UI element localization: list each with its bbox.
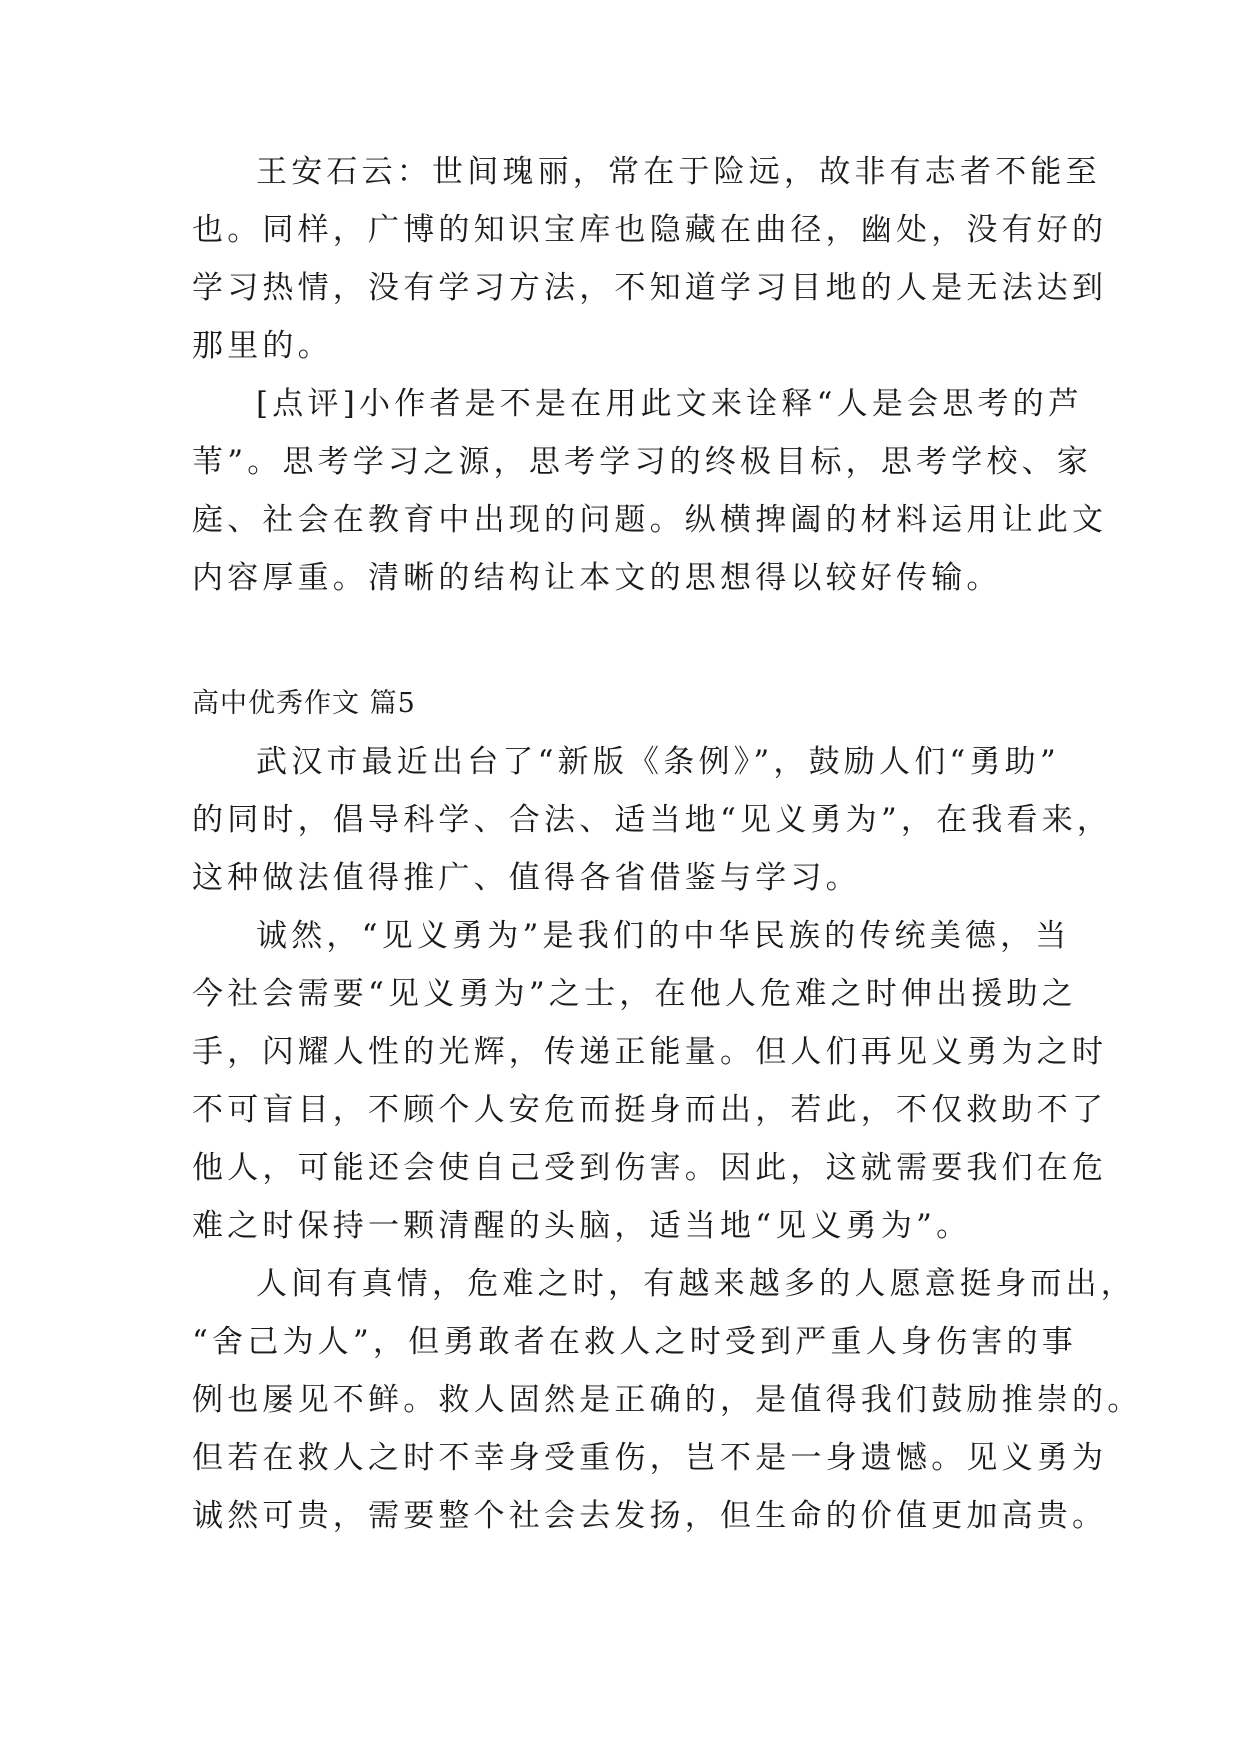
paragraph-line: 不可盲目，不顾个人安危而挺身而出，若此，不仅救助不了 (192, 1092, 1108, 1128)
paragraph-line: 难之时保持一颗清醒的头脑，适当地“见义勇为”。 (192, 1208, 972, 1244)
paragraph-line: 学习热情，没有学习方法，不知道学习目地的人是无法达到 (192, 270, 1108, 306)
paragraph-line: 王安石云：世间瑰丽，常在于险远，故非有志者不能至 (256, 154, 1101, 190)
paragraph-line: 他人，可能还会使自己受到伤害。因此，这就需要我们在危 (192, 1150, 1108, 1186)
paragraph-line: 也。同样，广博的知识宝库也隐藏在曲径，幽处，没有好的 (192, 212, 1108, 248)
paragraph-line: 但若在救人之时不幸身受重伤，岂不是一身遗憾。见义勇为 (192, 1440, 1108, 1476)
paragraph-line: 那里的。 (192, 328, 333, 364)
paragraph-line: 诚然可贵，需要整个社会去发扬，但生命的价值更加高贵。 (192, 1498, 1108, 1534)
review-line: 庭、社会在教育中出现的问题。纵横捭阖的材料运用让此文 (192, 502, 1108, 538)
paragraph-line: 今社会需要“见义勇为”之士，在他人危难之时伸出援助之 (192, 976, 1077, 1012)
paragraph-line: 这种做法值得推广、值得各省借鉴与学习。 (192, 860, 861, 896)
section-heading: 高中优秀作文 篇5 (192, 688, 416, 719)
paragraph-line: 诚然，“见义勇为”是我们的中华民族的传统美德，当 (256, 918, 1071, 954)
paragraph-line: 人间有真情，危难之时，有越来越多的人愿意挺身而出， (256, 1266, 1136, 1302)
paragraph-line: 手，闪耀人性的光辉，传递正能量。但人们再见义勇为之时 (192, 1034, 1108, 1070)
paragraph-line: 武汉市最近出台了“新版《条例》”，鼓励人们“勇助” (256, 744, 1060, 780)
review-line: 苇”。思考学习之源，思考学习的终极目标，思考学校、家 (192, 444, 1093, 480)
paragraph-line: 的同时，倡导科学、合法、适当地“见义勇为”，在我看来， (192, 802, 1113, 838)
review-line: 内容厚重。清晰的结构让本文的思想得以较好传输。 (192, 560, 1002, 596)
paragraph-line: “舍己为人”，但勇敢者在救人之时受到严重人身伤害的事 (192, 1324, 1077, 1360)
review-line: [点评]小作者是不是在用此文来诠释“人是会思考的芦 (256, 386, 1084, 422)
paragraph-line: 例也屡见不鲜。救人固然是正确的，是值得我们鼓励推崇的。 (192, 1382, 1143, 1418)
